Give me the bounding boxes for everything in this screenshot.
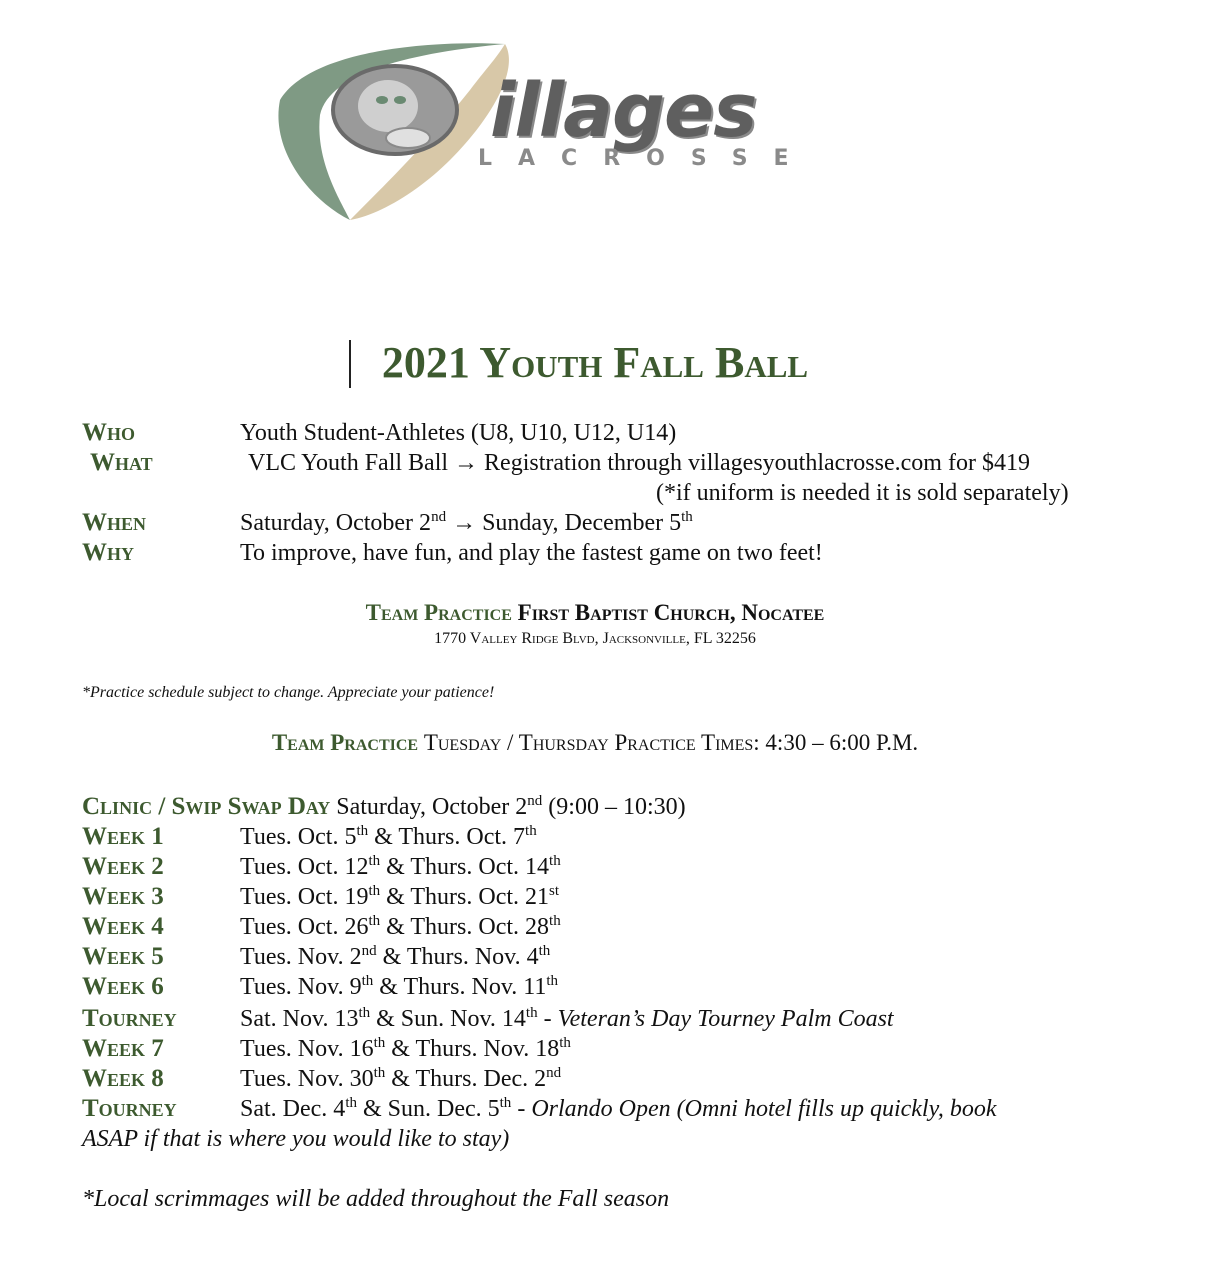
schedule-first-suffix: th bbox=[368, 883, 381, 899]
schedule-second-suffix: th bbox=[549, 853, 561, 869]
location-label: Team Practice bbox=[365, 600, 512, 625]
schedule-first-suffix: th bbox=[356, 823, 369, 839]
what-note: (*if uniform is needed it is sold separately) bbox=[656, 480, 1069, 506]
schedule-week-label: Week 1 bbox=[82, 823, 164, 850]
schedule-row bbox=[82, 1064, 561, 1094]
schedule-first-suffix: th bbox=[345, 1095, 357, 1111]
who-row bbox=[82, 418, 676, 448]
tourney-note-continued: ASAP if that is where you would like to stay) bbox=[82, 1126, 510, 1152]
schedule-note: *Practice schedule subject to change. Appreciate your patience! bbox=[82, 684, 495, 701]
schedule-first-date: Sat. Nov. 13 bbox=[240, 1006, 359, 1032]
schedule-first-date: Tues. Nov. 9 bbox=[240, 974, 362, 1000]
practice-times-label: Team Practice bbox=[271, 730, 419, 755]
schedule-second-suffix: th bbox=[559, 1035, 571, 1051]
schedule-first-suffix: th bbox=[373, 1065, 386, 1081]
when-end: Sunday, December 5 bbox=[482, 510, 682, 536]
schedule-week-label: Week 7 bbox=[82, 1035, 164, 1062]
schedule-first-suffix: th bbox=[358, 1005, 371, 1021]
logo-wordmark: illages bbox=[490, 68, 757, 154]
schedule-second-date: & Thurs. Dec. 2 bbox=[391, 1066, 547, 1092]
venue-name: First Baptist Church, Nocatee bbox=[517, 600, 825, 625]
schedule-note: Veteran’s Day Tourney Palm Coast bbox=[557, 1006, 894, 1032]
schedule-second-suffix: th bbox=[499, 1095, 512, 1111]
when-label: When bbox=[82, 509, 147, 536]
schedule-row bbox=[82, 912, 561, 942]
schedule-first-date: Sat. Dec. 4 bbox=[240, 1096, 346, 1122]
logo-subtitle: LACROSSE bbox=[478, 146, 815, 171]
schedule-second-suffix: th bbox=[525, 823, 537, 839]
schedule-note: Orlando Open (Omni hotel fills up quickly, book bbox=[531, 1096, 997, 1122]
schedule-first-date: Tues. Nov. 16 bbox=[240, 1036, 374, 1062]
schedule-first-date: Tues. Nov. 30 bbox=[240, 1066, 374, 1092]
schedule-week-label: Week 2 bbox=[82, 853, 164, 880]
clinic-label: Clinic / Swip Swap Day bbox=[82, 793, 331, 820]
footer-note: *Local scrimmages will be added throughout the Fall season bbox=[82, 1186, 670, 1212]
villages-lacrosse-logo bbox=[270, 30, 930, 230]
schedule-week-label: Tourney bbox=[82, 1095, 177, 1122]
schedule-week-label: Week 5 bbox=[82, 943, 164, 970]
schedule-second-date: & Thurs. Oct. 21 bbox=[386, 884, 550, 910]
schedule-first-date: Tues. Oct. 12 bbox=[240, 854, 369, 880]
schedule-row bbox=[82, 972, 558, 1002]
schedule-week-label: Tourney bbox=[82, 1005, 177, 1032]
schedule-second-date: & Sun. Dec. 5 bbox=[362, 1096, 500, 1122]
why-label: Why bbox=[82, 539, 134, 566]
page-title: 2021 Youth Fall Ball bbox=[381, 338, 809, 387]
schedule-first-suffix: th bbox=[373, 1035, 386, 1051]
schedule-second-suffix: th bbox=[538, 943, 551, 959]
schedule-row bbox=[82, 882, 559, 912]
clinic-row bbox=[82, 792, 686, 822]
what-value-b: Registration through villagesyouthlacrosse.com for $419 bbox=[484, 450, 1030, 476]
when-start-suffix: nd bbox=[431, 509, 447, 525]
schedule-week-label: Week 3 bbox=[82, 883, 164, 910]
schedule-first-suffix: nd bbox=[361, 943, 377, 959]
schedule-week-label: Week 6 bbox=[82, 973, 164, 1000]
what-label: What bbox=[90, 449, 153, 476]
schedule-second-suffix: th bbox=[549, 913, 561, 929]
schedule-row bbox=[82, 822, 537, 852]
what-value-a: VLC Youth Fall Ball bbox=[248, 450, 449, 476]
location-line bbox=[0, 600, 1190, 626]
schedule-second-date: & Thurs. Nov. 4 bbox=[382, 944, 539, 970]
schedule-second-suffix: nd bbox=[546, 1065, 562, 1081]
schedule-second-date: & Thurs. Nov. 11 bbox=[379, 974, 547, 1000]
why-value: To improve, have fun, and play the fastest game on two feet! bbox=[240, 540, 823, 566]
schedule-row bbox=[82, 942, 550, 972]
who-value: Youth Student-Athletes (U8, U10, U12, U14) bbox=[240, 420, 677, 446]
schedule-first-date: Tues. Oct. 5 bbox=[240, 824, 357, 850]
schedule-row bbox=[82, 852, 561, 882]
when-row bbox=[82, 508, 693, 538]
schedule-week-label: Week 8 bbox=[82, 1065, 164, 1092]
schedule-week-label: Week 4 bbox=[82, 913, 164, 940]
schedule-second-date: & Sun. Nov. 14 bbox=[376, 1006, 526, 1032]
schedule-second-suffix: st bbox=[549, 883, 560, 899]
schedule-first-suffix: th bbox=[368, 913, 381, 929]
schedule-row bbox=[82, 1034, 571, 1064]
schedule-second-date: & Thurs. Nov. 18 bbox=[391, 1036, 560, 1062]
schedule-second-date: & Thurs. Oct. 14 bbox=[386, 854, 550, 880]
schedule-row: Tourney Sat. Nov. 13th & Sun. Nov. 14th - Veteran’s Day Tourney Palm Coast bbox=[82, 1005, 894, 1032]
right-arrow-icon: → bbox=[452, 510, 477, 536]
schedule-first-date: Tues. Oct. 26 bbox=[240, 914, 369, 940]
right-arrow-icon: → bbox=[454, 450, 479, 476]
what-row bbox=[90, 448, 1030, 478]
clinic-date: Saturday, October 2 bbox=[336, 794, 528, 820]
clinic-time: (9:00 – 10:30) bbox=[548, 794, 686, 820]
clinic-date-suffix: nd bbox=[527, 793, 543, 809]
practice-times-text: Tuesday / Thursday Practice Times: 4:30 – 6:00 P.M. bbox=[423, 730, 919, 755]
when-end-suffix: th bbox=[681, 509, 693, 525]
schedule-first-suffix: th bbox=[361, 973, 374, 989]
who-label: Who bbox=[82, 419, 136, 446]
schedule-first-suffix: th bbox=[368, 853, 381, 869]
why-row bbox=[82, 538, 823, 568]
schedule-first-date: Tues. Oct. 19 bbox=[240, 884, 369, 910]
practice-times-line bbox=[0, 730, 1190, 756]
schedule-second-suffix: th bbox=[525, 1005, 538, 1021]
when-start: Saturday, October 2 bbox=[240, 510, 432, 536]
schedule-first-date: Tues. Nov. 2 bbox=[240, 944, 362, 970]
schedule-row: Tourney Sat. Dec. 4th & Sun. Dec. 5th - Orlando Open (Omni hotel fills up quickly, book bbox=[82, 1095, 997, 1122]
schedule-second-date: & Thurs. Oct. 7 bbox=[374, 824, 526, 850]
schedule-second-suffix: th bbox=[546, 973, 559, 989]
schedule-second-date: & Thurs. Oct. 28 bbox=[386, 914, 550, 940]
venue-address: 1770 Valley Ridge Blvd, Jacksonville, FL 32256 bbox=[434, 630, 756, 647]
